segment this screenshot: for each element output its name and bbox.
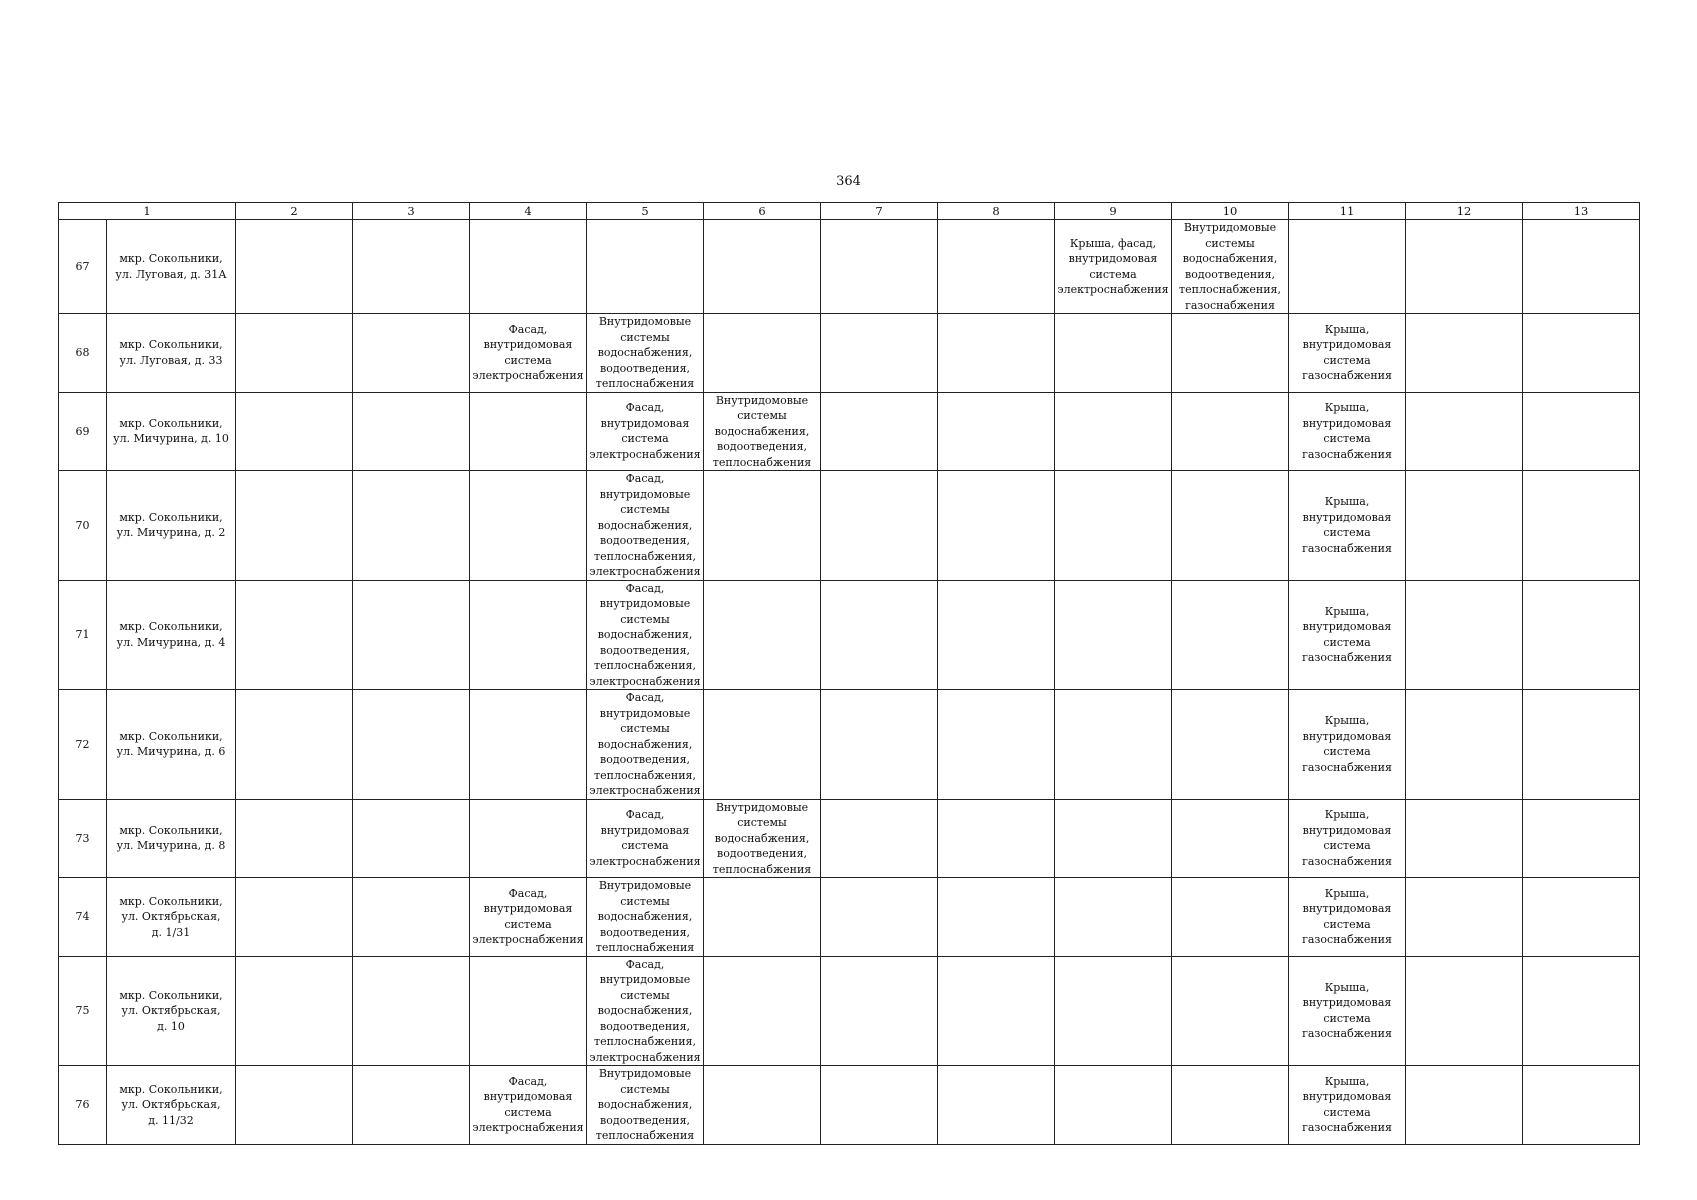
work-cell-4 [470,220,587,314]
table-row [59,471,1640,581]
work-cell-6 [704,220,821,314]
work-cell-8 [938,799,1055,878]
table-row [59,314,1640,393]
work-cell-11 [1289,690,1406,800]
work-cell-6 [704,878,821,957]
work-cell-11 [1289,1066,1406,1145]
work-cell-8 [938,690,1055,800]
row-number [59,314,107,393]
address-cell [107,392,236,471]
cell-text: 75 [75,1004,90,1017]
work-cell-6 [704,799,821,878]
work-cell-11 [1289,878,1406,957]
work-cell-11 [1289,220,1406,314]
work-cell-3 [353,220,470,314]
work-cell-8 [938,956,1055,1066]
work-cell-8 [938,314,1055,393]
header-row [59,203,1640,220]
work-cell-2 [236,580,353,690]
work-cell-2 [236,878,353,957]
cell-text: Внутридомовые системы водоснабжения, водоотведения, теплоснабжения [595,315,695,390]
work-cell-7 [821,580,938,690]
work-cell-2 [236,314,353,393]
header-cell-11: 11 [1289,203,1406,220]
row-number [59,956,107,1066]
work-cell-5 [587,471,704,581]
work-cell-7 [821,878,938,957]
work-cell-9 [1055,1066,1172,1145]
header-cell-4: 4 [470,203,587,220]
cell-text: Внутридомовые системы водоснабжения, водоотведения, теплоснабжения, газоснабжения [1179,221,1281,312]
work-cell-7 [821,956,938,1066]
work-cell-11 [1289,799,1406,878]
header-cell-6: 6 [704,203,821,220]
cell-text: 73 [75,831,90,845]
cell-text: Крыша, внутридомовая система газоснабжения [1302,495,1392,555]
cell-text: 76 [75,1098,90,1111]
page-number: 364 [836,174,861,189]
work-cell-6 [704,580,821,690]
row-number [59,220,107,314]
work-cell-12 [1406,878,1523,957]
work-cell-6 [704,1066,821,1145]
work-cell-9 [1055,878,1172,957]
work-cell-13 [1523,690,1640,800]
cell-text: 67 [75,259,90,273]
table-row [59,690,1640,800]
cell-text: 74 [75,910,90,923]
work-cell-9 [1055,220,1172,314]
work-cell-10 [1172,471,1289,581]
work-cell-7 [821,220,938,314]
work-cell-5 [587,392,704,471]
table-body [59,203,1640,1145]
table-row [59,1066,1640,1145]
work-cell-6 [704,392,821,471]
header-cell-9: 9 [1055,203,1172,220]
work-cell-11 [1289,314,1406,393]
work-cell-4 [470,1066,587,1145]
work-cell-3 [353,314,470,393]
work-cell-10 [1172,580,1289,690]
address-cell [107,314,236,393]
work-cell-2 [236,690,353,800]
work-cell-8 [938,878,1055,957]
work-cell-6 [704,471,821,581]
work-cell-9 [1055,392,1172,471]
address-cell [107,690,236,800]
work-cell-2 [236,471,353,581]
work-cell-13 [1523,314,1640,393]
work-cell-13 [1523,392,1640,471]
cell-text: мкр. Сокольники, ул. Мичурина, д. 6 [116,729,226,759]
cell-text: 71 [75,628,90,641]
cell-text: мкр. Сокольники, ул. Мичурина, д. 8 [116,823,226,853]
work-cell-2 [236,220,353,314]
work-cell-3 [353,1066,470,1145]
work-cell-5 [587,220,704,314]
cell-text: Крыша, фасад, внутридомовая система электроснабжения [1057,236,1169,296]
row-number [59,392,107,471]
work-cell-5 [587,690,704,800]
work-cell-3 [353,471,470,581]
cell-text: Крыша, внутридомовая система газоснабжения [1302,401,1392,461]
work-cell-13 [1523,799,1640,878]
work-cell-10 [1172,220,1289,314]
work-cell-13 [1523,956,1640,1066]
table-row [59,220,1640,314]
work-cell-5 [587,799,704,878]
work-cell-2 [236,956,353,1066]
work-cell-11 [1289,580,1406,690]
cell-text: Крыша, внутридомовая система газоснабжения [1302,980,1392,1041]
work-cell-8 [938,1066,1055,1145]
cell-text: Фасад, внутридомовые системы водоснабжения, водоотведения, теплоснабжения, электроснабжения [589,472,701,578]
work-cell-8 [938,580,1055,690]
work-cell-12 [1406,471,1523,581]
work-cell-7 [821,1066,938,1145]
header-cell-1: 1 [59,203,236,220]
header-cell-13: 13 [1523,203,1640,220]
row-number [59,799,107,878]
work-cell-7 [821,471,938,581]
work-cell-9 [1055,314,1172,393]
work-cell-7 [821,690,938,800]
work-cell-5 [587,956,704,1066]
cell-text: Фасад, внутридомовая система электроснабжения [472,322,584,383]
header-cell-7: 7 [821,203,938,220]
cell-text: Крыша, внутридомовая система газоснабжения [1302,604,1392,665]
work-cell-3 [353,878,470,957]
works-table [58,202,1640,1145]
header-cell-3: 3 [353,203,470,220]
work-cell-5 [587,580,704,690]
work-cell-10 [1172,956,1289,1066]
header-cell-12: 12 [1406,203,1523,220]
work-cell-12 [1406,220,1523,314]
address-cell [107,580,236,690]
work-cell-6 [704,314,821,393]
work-cell-12 [1406,956,1523,1066]
work-cell-4 [470,690,587,800]
work-cell-9 [1055,690,1172,800]
work-cell-12 [1406,314,1523,393]
work-cell-10 [1172,392,1289,471]
cell-text: мкр. Сокольники, ул. Мичурина, д. 2 [116,510,226,540]
work-cell-13 [1523,580,1640,690]
work-cell-3 [353,690,470,800]
work-cell-2 [236,392,353,471]
work-cell-13 [1523,220,1640,314]
work-cell-12 [1406,799,1523,878]
work-cell-12 [1406,580,1523,690]
cell-text: мкр. Сокольники, ул. Луговая, д. 31А [115,252,227,281]
header-cell-2: 2 [236,203,353,220]
work-cell-8 [938,392,1055,471]
work-cell-4 [470,392,587,471]
address-cell [107,799,236,878]
work-cell-12 [1406,690,1523,800]
work-cell-2 [236,799,353,878]
work-cell-7 [821,314,938,393]
work-cell-6 [704,690,821,800]
work-cell-10 [1172,1066,1289,1145]
header-cell-8: 8 [938,203,1055,220]
work-cell-4 [470,799,587,878]
cell-text: Фасад, внутридомовые системы водоснабжения, водоотведения, теплоснабжения, электроснабжения [589,691,701,797]
row-number [59,471,107,581]
cell-text: Крыша, внутридомовая система газоснабжения [1302,322,1392,383]
table-row [59,956,1640,1066]
work-cell-3 [353,580,470,690]
cell-text: Фасад, внутридомовая система электроснабжения [472,886,584,947]
cell-text: мкр. Сокольники, ул. Мичурина, д. 10 [113,416,229,446]
cell-text: Крыша, внутридомовая система газоснабжения [1302,714,1392,774]
table-row [59,799,1640,878]
work-cell-10 [1172,799,1289,878]
cell-text: мкр. Сокольники, ул. Мичурина, д. 4 [116,620,226,649]
work-cell-11 [1289,471,1406,581]
table-row [59,392,1640,471]
work-cell-13 [1523,878,1640,957]
work-cell-4 [470,580,587,690]
work-cell-9 [1055,471,1172,581]
cell-text: Внутридомовые системы водоснабжения, водоотведения, теплоснабжения [595,879,695,954]
cell-text: мкр. Сокольники, ул. Октябрьская, д. 11/32 [119,1082,223,1127]
work-cell-4 [470,878,587,957]
work-cell-5 [587,1066,704,1145]
work-cell-5 [587,878,704,957]
cell-text: 68 [75,346,90,359]
row-number [59,690,107,800]
work-cell-10 [1172,690,1289,800]
cell-text: Внутридомовые системы водоснабжения, водоотведения, теплоснабжения [712,800,812,876]
work-cell-2 [236,1066,353,1145]
cell-text: Крыша, внутридомовая система газоснабжения [1302,1074,1392,1135]
cell-text: Фасад, внутридомовые системы водоснабжения, водоотведения, теплоснабжения, электроснабжения [589,581,701,688]
work-cell-9 [1055,580,1172,690]
cell-text: Крыша, внутридомовая система газоснабжения [1302,808,1392,868]
work-cell-5 [587,314,704,393]
cell-text: Крыша, внутридомовая система газоснабжения [1302,886,1392,947]
row-number [59,580,107,690]
work-cell-11 [1289,392,1406,471]
row-number [59,1066,107,1145]
work-cell-13 [1523,471,1640,581]
work-cell-12 [1406,1066,1523,1145]
cell-text: Фасад, внутридомовая система электроснабжения [472,1074,584,1135]
address-cell [107,471,236,581]
table-row [59,580,1640,690]
work-cell-4 [470,471,587,581]
row-number [59,878,107,957]
cell-text: Фасад, внутридомовые системы водоснабжения, водоотведения, теплоснабжения, электроснабжения [589,957,701,1064]
cell-text: Фасад, внутридомовая система электроснабжения [589,808,701,868]
cell-text: Внутридомовые системы водоснабжения, водоотведения, теплоснабжения [712,393,812,469]
work-cell-4 [470,956,587,1066]
header-cell-5: 5 [587,203,704,220]
work-cell-11 [1289,956,1406,1066]
work-cell-6 [704,956,821,1066]
work-cell-12 [1406,392,1523,471]
work-cell-8 [938,471,1055,581]
work-cell-3 [353,392,470,471]
address-cell [107,878,236,957]
cell-text: 69 [75,424,90,438]
work-cell-7 [821,799,938,878]
work-cell-13 [1523,1066,1640,1145]
work-cell-9 [1055,799,1172,878]
work-cell-3 [353,956,470,1066]
cell-text: мкр. Сокольники, ул. Луговая, д. 33 [119,338,223,367]
address-cell [107,956,236,1066]
cell-text: 72 [75,737,90,751]
address-cell [107,220,236,314]
header-cell-10: 10 [1172,203,1289,220]
work-cell-10 [1172,314,1289,393]
work-cell-9 [1055,956,1172,1066]
work-cell-7 [821,392,938,471]
table-row [59,878,1640,957]
work-cell-8 [938,220,1055,314]
work-cell-10 [1172,878,1289,957]
work-cell-4 [470,314,587,393]
cell-text: мкр. Сокольники, ул. Октябрьская, д. 10 [119,988,223,1033]
address-cell [107,1066,236,1145]
cell-text: Фасад, внутридомовая система электроснабжения [589,401,701,461]
cell-text: мкр. Сокольники, ул. Октябрьская, д. 1/31 [119,894,223,939]
cell-text: 70 [75,518,90,532]
work-cell-3 [353,799,470,878]
cell-text: Внутридомовые системы водоснабжения, водоотведения, теплоснабжения [595,1067,695,1142]
